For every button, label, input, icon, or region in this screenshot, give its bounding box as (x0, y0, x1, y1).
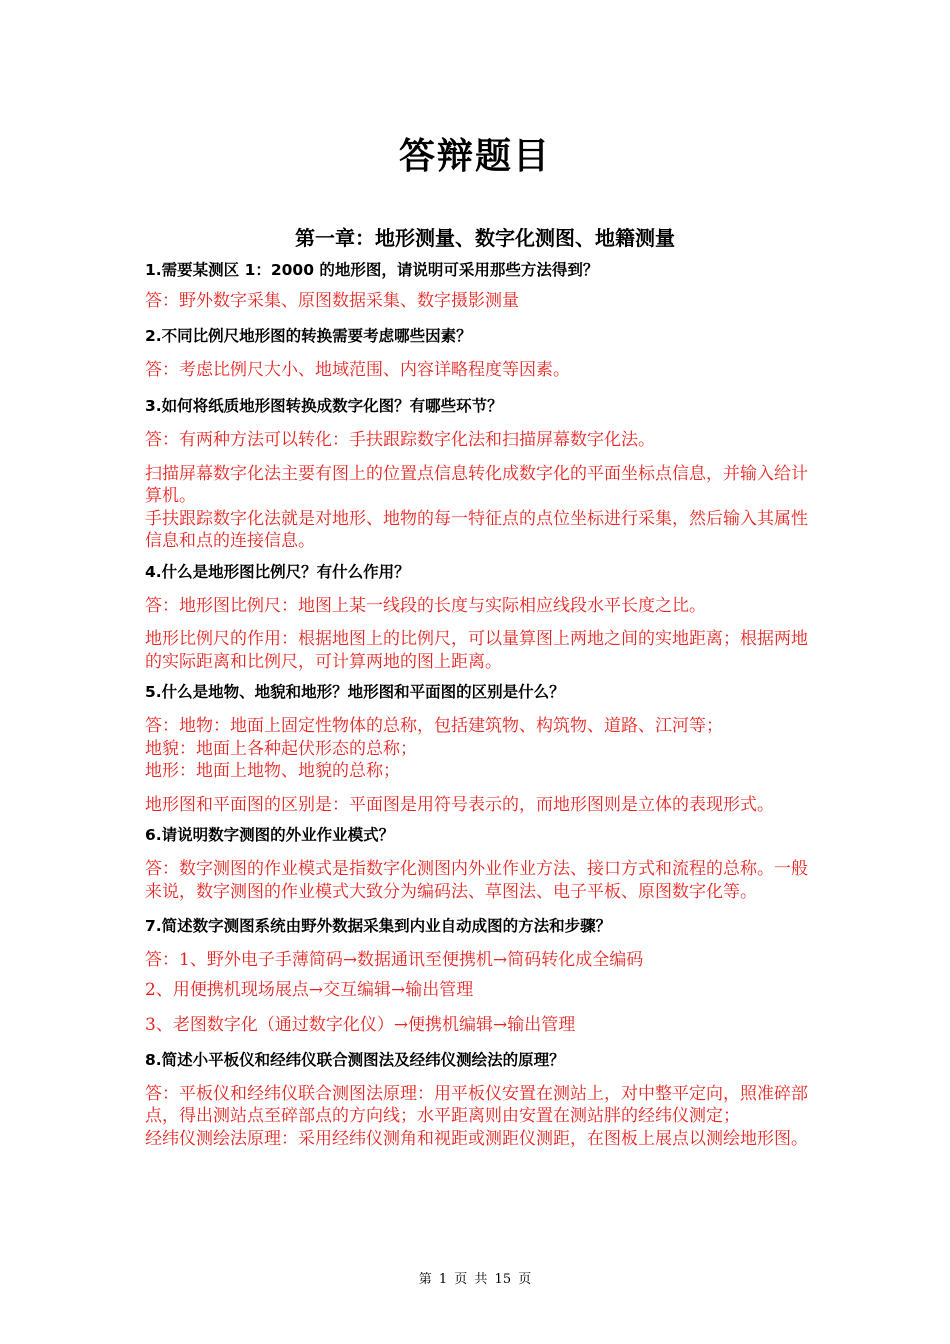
qa-content (145, 258, 815, 1150)
qa-item-3 (145, 394, 815, 553)
answer-6: 答：数字测图的作业模式是指数字化测图内外业作业方法、接口方式和流程的总称。一般来说，数字测图的作业模式大致分为编码法、草图法、电子平板、原图数字化等。 (145, 859, 808, 902)
question-1: 1.需要某测区 1：2000 的地形图，请说明可采用那些方法得到？ (145, 261, 599, 279)
answer-3-line-1: 答：有两种方法可以转化：手扶跟踪数字化法和扫描屏幕数字化法。 (145, 430, 655, 450)
answer-1: 答：野外数字采集、原图数据采集、数字摄影测量 (145, 291, 519, 311)
qa-item-6 (145, 823, 815, 903)
qa-item-4 (145, 560, 815, 674)
question-5: 5.什么是地物、地貌和地形？地形图和平面图的区别是什么？ (145, 683, 565, 701)
answer-7-line-3: 3、老图数字化（通过数字化仪）→便携机编辑→输出管理 (145, 1015, 576, 1035)
qa-item-8 (145, 1048, 815, 1151)
qa-item-1 (145, 258, 815, 313)
answer-5-line-2: 地貌：地面上各种起伏形态的总称； (145, 738, 417, 759)
answer-2: 答：考虑比例尺大小、地域范围、内容详略程度等因素。 (145, 359, 570, 380)
answer-5-line-3: 地形：地面上地物、地貌的总称； (145, 761, 400, 781)
chapter-heading: 第一章：地形测量、数字化测图、地籍测量 (295, 226, 675, 250)
answer-8-line-1: 答：平板仪和经纬仪联合测图法原理：用平板仪安置在测站上，对中整平定向，照准碎部点，得出测站点至碎部点的方向线；水平距离则由安置在测站胖的经纬仪测定； (145, 1083, 808, 1126)
qa-item-7 (145, 914, 815, 1037)
answer-3-line-2: 扫描屏幕数字化法主要有图上的位置点信息转化成数字化的平面坐标点信息，并输入给计算机。 (145, 463, 808, 506)
question-2: 2.不同比例尺地形图的转换需要考虑哪些因素？ (145, 326, 472, 345)
answer-7-line-1: 答：1、野外电子手薄简码→数据通讯至便携机→简码转化成全编码 (145, 950, 644, 970)
answer-4-line-1: 答：地形图比例尺：地图上某一线段的长度与实际相应线段水平长度之比。 (145, 595, 706, 616)
answer-3-line-3: 手扶跟踪数字化法就是对地形、地物的每一特征点的点位坐标进行采集，然后输入其属性信息和点的连接信息。 (145, 508, 808, 551)
qa-item-5 (145, 680, 815, 816)
qa-item-2 (145, 324, 815, 382)
question-7: 7.简述数字测图系统由野外数据采集到内业自动成图的方法和步骤？ (145, 917, 612, 935)
answer-5-line-4: 地形图和平面图的区别是：平面图是用符号表示的，而地形图则是立体的表现形式。 (145, 794, 774, 815)
answer-5-line-1: 答：地物：地面上固定性物体的总称，包括建筑物、构筑物、道路、江河等； (145, 716, 723, 736)
question-3: 3.如何将纸质地形图转换成数字化图？有哪些环节？ (145, 397, 503, 415)
answer-7-line-2: 2、用便携机现场展点→交互编辑→输出管理 (145, 979, 474, 1000)
answer-4-line-2: 地形比例尺的作用：根据地图上的比例尺，可以量算图上两地之间的实地距离；根据两地的实际距离和比例尺，可计算两地的图上距离。 (145, 629, 808, 672)
page-footer: 第 1 页 共 15 页 (418, 1272, 532, 1287)
document-title: 答辩题目 (398, 136, 551, 177)
question-6: 6.请说明数字测图的外业作业模式？ (145, 826, 395, 844)
question-8: 8.简述小平板仪和经纬仪联合测图法及经纬仪测绘法的原理？ (145, 1050, 565, 1069)
answer-8-line-2: 经纬仪测绘法原理：采用经纬仪测角和视距或测距仪测距，在图板上展点以测绘地形图。 (145, 1128, 808, 1149)
question-4: 4.什么是地形图比例尺？有什么作用？ (145, 562, 410, 581)
